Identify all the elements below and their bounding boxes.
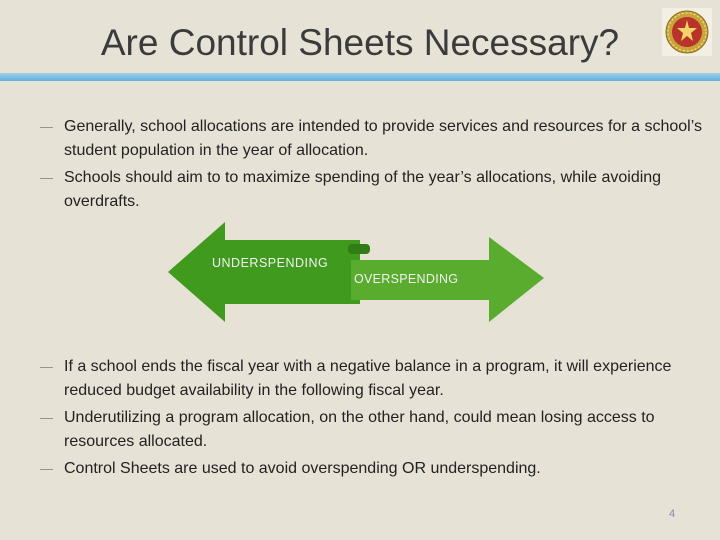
district-seal-icon xyxy=(662,8,712,56)
bullet-list-top xyxy=(40,115,710,217)
bullet-list-bottom xyxy=(40,355,710,484)
title-accent-bar xyxy=(0,73,720,81)
underspending-arrow xyxy=(168,222,360,322)
page-number: 4 xyxy=(669,508,676,520)
bullet-item: — If a school ends the fiscal year with a negative balance in a program, it will experience reduced budget availability in the following fiscal year. xyxy=(40,355,710,403)
bullet-item: — Generally, school allocations are intended to provide services and resources for a school’s student population in the year of allocation. xyxy=(40,115,710,163)
slide-title: Are Control Sheets Necessary? xyxy=(100,22,620,63)
bullet-item: — Schools should aim to to maximize spending of the year’s allocations, while avoiding overdrafts. xyxy=(40,166,710,214)
bullet-item: — Control Sheets are used to avoid overspending OR underspending. xyxy=(40,457,710,481)
underspending-label: UNDERSPENDING xyxy=(212,256,329,270)
overspending-label: OVERSPENDING xyxy=(354,272,459,286)
spending-arrows-diagram xyxy=(168,222,544,322)
bullet-item: — Underutilizing a program allocation, on the other hand, could mean losing access to resources allocated. xyxy=(40,406,710,454)
